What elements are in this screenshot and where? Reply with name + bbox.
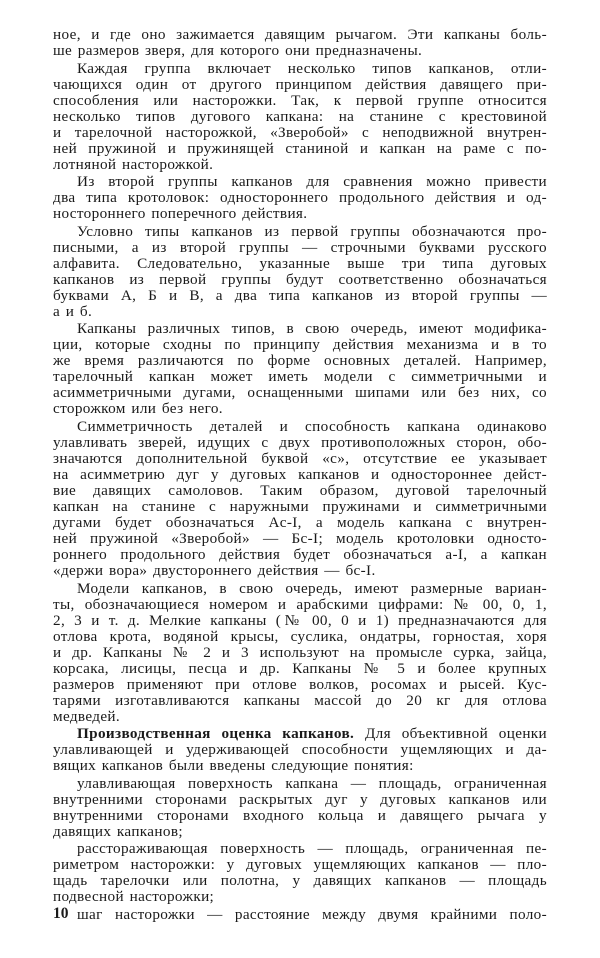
paragraph bbox=[53, 581, 547, 725]
text-line: ностороннего поперечного действия. bbox=[53, 205, 308, 223]
text-line: давящих капканов; bbox=[53, 822, 183, 840]
text-line: медведей. bbox=[53, 707, 121, 725]
text-line: Каждая группа включает несколько типов капканов, отли- bbox=[77, 59, 547, 77]
text-line: корсака, лисицы, песца и др. Капканы № 5 и более крупных bbox=[53, 659, 547, 677]
text-line: внутренними сторонами раскрытых дуг у дуговых капканов или bbox=[53, 790, 547, 808]
text-line: внутренними сторонами входного кольца и давящего рычага у bbox=[53, 806, 547, 824]
paragraph bbox=[53, 726, 547, 774]
text-line: 2, 3 и т. д. Мелкие капканы (№ 00, 0 и 1) предназначаются для bbox=[53, 611, 547, 629]
text-line: шаг насторожки — расстояние между двумя крайними поло- bbox=[77, 905, 547, 923]
text-line: тарелочный капкан может иметь модели с симметричными и bbox=[53, 368, 547, 386]
paragraph bbox=[53, 321, 547, 417]
text-line: улавливающая поверхность капкана — площадь, ограниченная bbox=[77, 774, 547, 792]
text-line: улавливающей и удерживающей способности ущемляющих и да- bbox=[53, 741, 547, 759]
text-line: размеров применяют при отлове волков, росомах и рысей. Кус- bbox=[53, 675, 547, 693]
text-line: ты, обозначающиеся номером и арабскими цифрами: № 00, 0, 1, bbox=[53, 595, 547, 613]
text-line: дугами будет обозначаться Ac-I, а модель капкана с внутрен- bbox=[53, 513, 547, 531]
text-line: значаются дополнительной буквой «с», отсутствие ее указывает bbox=[53, 449, 547, 467]
text-line: два типа кротоловок: одностороннего продольного действия и од- bbox=[53, 189, 547, 207]
text-line: Модели капканов, в свою очередь, имеют размерные вариан- bbox=[77, 579, 547, 597]
text-line: лотняной насторожкой. bbox=[53, 155, 214, 173]
text-line: «держи вора» двустороннего действия — бс-I. bbox=[53, 561, 376, 579]
text-line: ное, и где оно зажимается давящим рычагом. Эти капканы боль- bbox=[53, 26, 547, 43]
text-line: ции, которые сходны по принципу действия механизма и в то bbox=[53, 336, 547, 354]
text-line: и тарелочной насторожкой, «Зверобой» с неподвижной внутрен- bbox=[53, 123, 547, 141]
text-line: ней пружиной «Зверобой» — Бс-I; модель кротоловки односто- bbox=[53, 529, 547, 547]
text-line: улавливать зверей, идущих с двух противоположных сторон, обо- bbox=[53, 433, 547, 451]
text-line: риметром насторожки: у дуговых ущемляющих капканов — пло- bbox=[53, 856, 547, 874]
text-line: ше размеров зверя, для которого они предназначены. bbox=[53, 42, 423, 59]
text-line: роннего продольного действия будет обозначаться a-I, а капкан bbox=[53, 545, 547, 563]
text-line: тарями изготавливаются капканы массой до 20 кг для отлова bbox=[53, 691, 547, 709]
text-line: Условно типы капканов из первой группы обозначаются про- bbox=[77, 222, 547, 240]
text-line: писными, а из второй группы — строчными буквами русского bbox=[53, 238, 547, 256]
text-line-rest: Для объективной оценки bbox=[354, 725, 548, 743]
text-line: чающихся один от другого принципом действия давящего при- bbox=[53, 75, 547, 93]
text-line: Капканы различных типов, в свою очередь, имеют модифика- bbox=[77, 320, 547, 338]
text-line: капканов из первой группы будут соответственно обозначаться bbox=[53, 270, 547, 288]
text-line: подвесной насторожки; bbox=[53, 888, 215, 906]
text-line: а и б. bbox=[53, 302, 93, 320]
text-line: буквами А, Б и В, а два типа капканов из второй группы — bbox=[53, 286, 547, 304]
text-line: же время различаются по форме основных деталей. Например, bbox=[53, 352, 547, 370]
page-number: 10 bbox=[53, 905, 69, 922]
text-line: капкан на станине с наружными пружинами и симметричными bbox=[53, 497, 547, 515]
text-line: алфавита. Следовательно, указанные выше три типа дуговых bbox=[53, 254, 547, 272]
text-line: и др. Капканы № 2 и 3 используют на промысле сурка, зайца, bbox=[53, 643, 547, 661]
text-line: вие давящих самоловов. Таким образом, дуговой тарелочный bbox=[53, 481, 547, 499]
paragraph bbox=[53, 174, 547, 222]
text-line: способления или насторожки. Так, к первой группе относится bbox=[53, 91, 547, 109]
text-line: расстораживающая поверхность — площадь, ограниченная пе- bbox=[77, 840, 547, 858]
paragraph bbox=[53, 27, 547, 59]
paragraph bbox=[53, 907, 547, 923]
document-body bbox=[53, 27, 547, 925]
text-line: ней пружиной и пружинящей станиной и капкан на раме с по- bbox=[53, 139, 547, 157]
text-line: асимметричными дугами, оснащенными шипами или без них, со bbox=[53, 384, 547, 402]
text-line bbox=[53, 726, 547, 742]
text-line: несколько типов дугового капкана: на станине с крестовиной bbox=[53, 107, 547, 125]
text-line: Симметричность деталей и способность капкана одинаково bbox=[77, 417, 547, 435]
text-line: отлова крота, водяной крысы, суслика, ондатры, горностая, хоря bbox=[53, 627, 547, 645]
paragraph bbox=[53, 61, 547, 173]
paragraph bbox=[53, 776, 547, 840]
paragraph bbox=[53, 841, 547, 905]
text-line: щадь тарелочки или полотна, у давящих капканов — площадь bbox=[53, 872, 547, 890]
text-line: сторожком или без него. bbox=[53, 400, 223, 418]
text-line: на асимметрию дуг у дуговых капканов и одностороннее дейст- bbox=[53, 465, 547, 483]
paragraph bbox=[53, 224, 547, 320]
section-heading: Производственная оценка капканов. bbox=[77, 725, 355, 743]
paragraph bbox=[53, 419, 547, 579]
text-line: вящих капканов были введены следующие понятия: bbox=[53, 757, 414, 775]
text-line: Из второй группы капканов для сравнения можно привести bbox=[77, 173, 547, 191]
